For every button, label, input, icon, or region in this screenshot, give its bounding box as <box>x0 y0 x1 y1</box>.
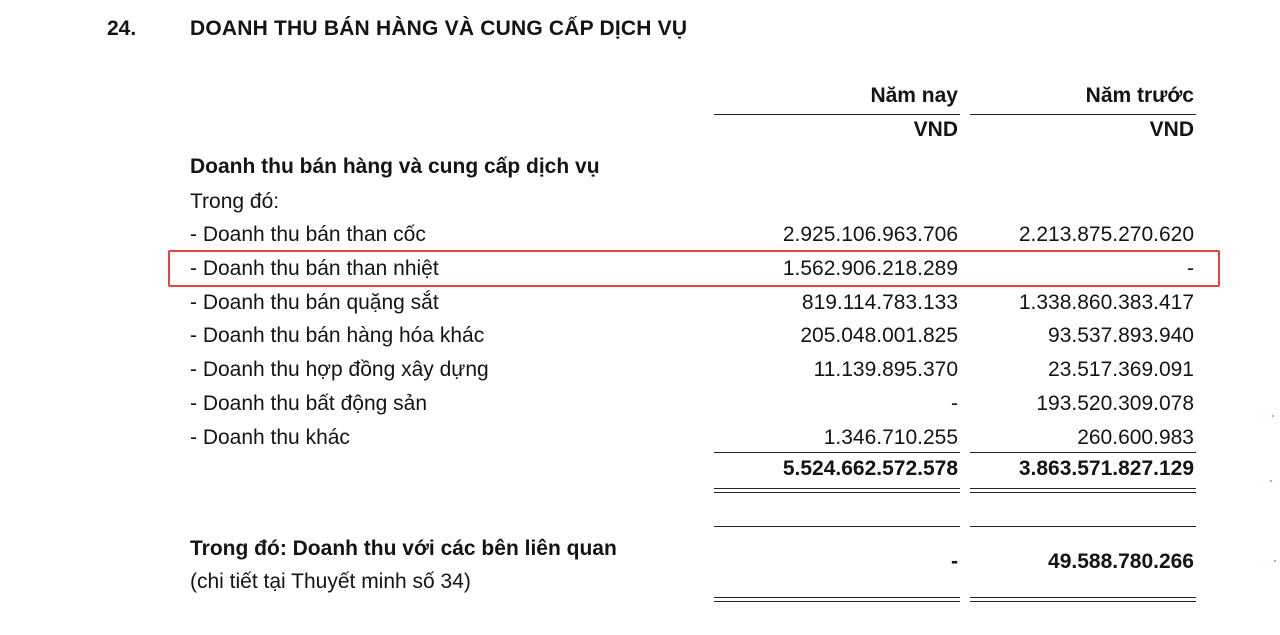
row-value-previous: 93.537.893.940 <box>1048 324 1194 347</box>
related-parties-note: (chi tiết tại Thuyết minh số 34) <box>190 570 471 593</box>
row-value-current: 11.139.895.370 <box>813 358 958 381</box>
row-value-previous: - <box>1187 257 1194 280</box>
related-parties-label: Trong đó: Doanh thu với các bên liên quan <box>190 537 617 560</box>
group-subheading: Trong đó: <box>190 190 280 213</box>
related-top-rule-previous <box>970 526 1196 527</box>
total-double-rule-previous-b <box>970 492 1196 493</box>
row-value-current: 205.048.001.825 <box>800 324 958 347</box>
row-label: - Doanh thu hợp đồng xây dựng <box>190 358 489 381</box>
row-value-previous: 1.338.860.383.417 <box>1018 291 1194 314</box>
related-double-rule-current-b <box>714 601 960 602</box>
section-number: 24. <box>107 17 137 40</box>
related-double-rule-current-a <box>714 597 960 598</box>
row-value-current: 2.925.106.963.706 <box>782 223 958 246</box>
scan-speck <box>1270 480 1272 482</box>
row-label: - Doanh thu bán than cốc <box>190 223 426 246</box>
related-parties-previous: 49.588.780.266 <box>1048 550 1194 573</box>
row-value-previous: 23.517.369.091 <box>1048 358 1194 381</box>
row-label: - Doanh thu bán hàng hóa khác <box>190 324 485 347</box>
total-previous: 3.863.571.827.129 <box>1018 457 1194 480</box>
group-heading: Doanh thu bán hàng và cung cấp dịch vụ <box>190 155 600 178</box>
scan-speck <box>1274 560 1276 562</box>
total-double-rule-previous-a <box>970 488 1196 489</box>
row-value-previous: 2.213.875.270.620 <box>1018 223 1194 246</box>
column-header-previous: Năm trước <box>1085 84 1194 107</box>
related-top-rule-current <box>714 526 960 527</box>
header-rule-previous <box>970 114 1196 115</box>
row-label: - Doanh thu bất động sản <box>190 392 428 415</box>
section-title: DOANH THU BÁN HÀNG VÀ CUNG CẤP DỊCH VỤ <box>190 17 688 40</box>
related-double-rule-previous-b <box>970 601 1196 602</box>
total-top-rule-current <box>714 452 960 453</box>
related-double-rule-previous-a <box>970 597 1196 598</box>
total-current: 5.524.662.572.578 <box>782 457 958 480</box>
header-rule-current <box>714 114 960 115</box>
row-label: - Doanh thu bán than nhiệt <box>190 257 439 280</box>
related-parties-current: - <box>951 550 958 573</box>
total-double-rule-current-b <box>714 492 960 493</box>
row-value-current: 1.562.906.218.289 <box>782 257 958 280</box>
scan-speck <box>1272 415 1274 417</box>
unit-current: VND <box>913 118 958 141</box>
row-value-previous: 260.600.983 <box>1077 426 1194 449</box>
row-value-current: 819.114.783.133 <box>801 291 958 314</box>
total-double-rule-current-a <box>714 488 960 489</box>
row-label: - Doanh thu khác <box>190 426 350 449</box>
unit-previous: VND <box>1149 118 1194 141</box>
total-top-rule-previous <box>970 452 1196 453</box>
row-label: - Doanh thu bán quặng sắt <box>190 291 439 314</box>
column-header-current: Năm nay <box>870 84 958 107</box>
row-value-current: 1.346.710.255 <box>823 426 958 449</box>
row-value-current: - <box>951 392 958 415</box>
row-value-previous: 193.520.309.078 <box>1036 392 1194 415</box>
